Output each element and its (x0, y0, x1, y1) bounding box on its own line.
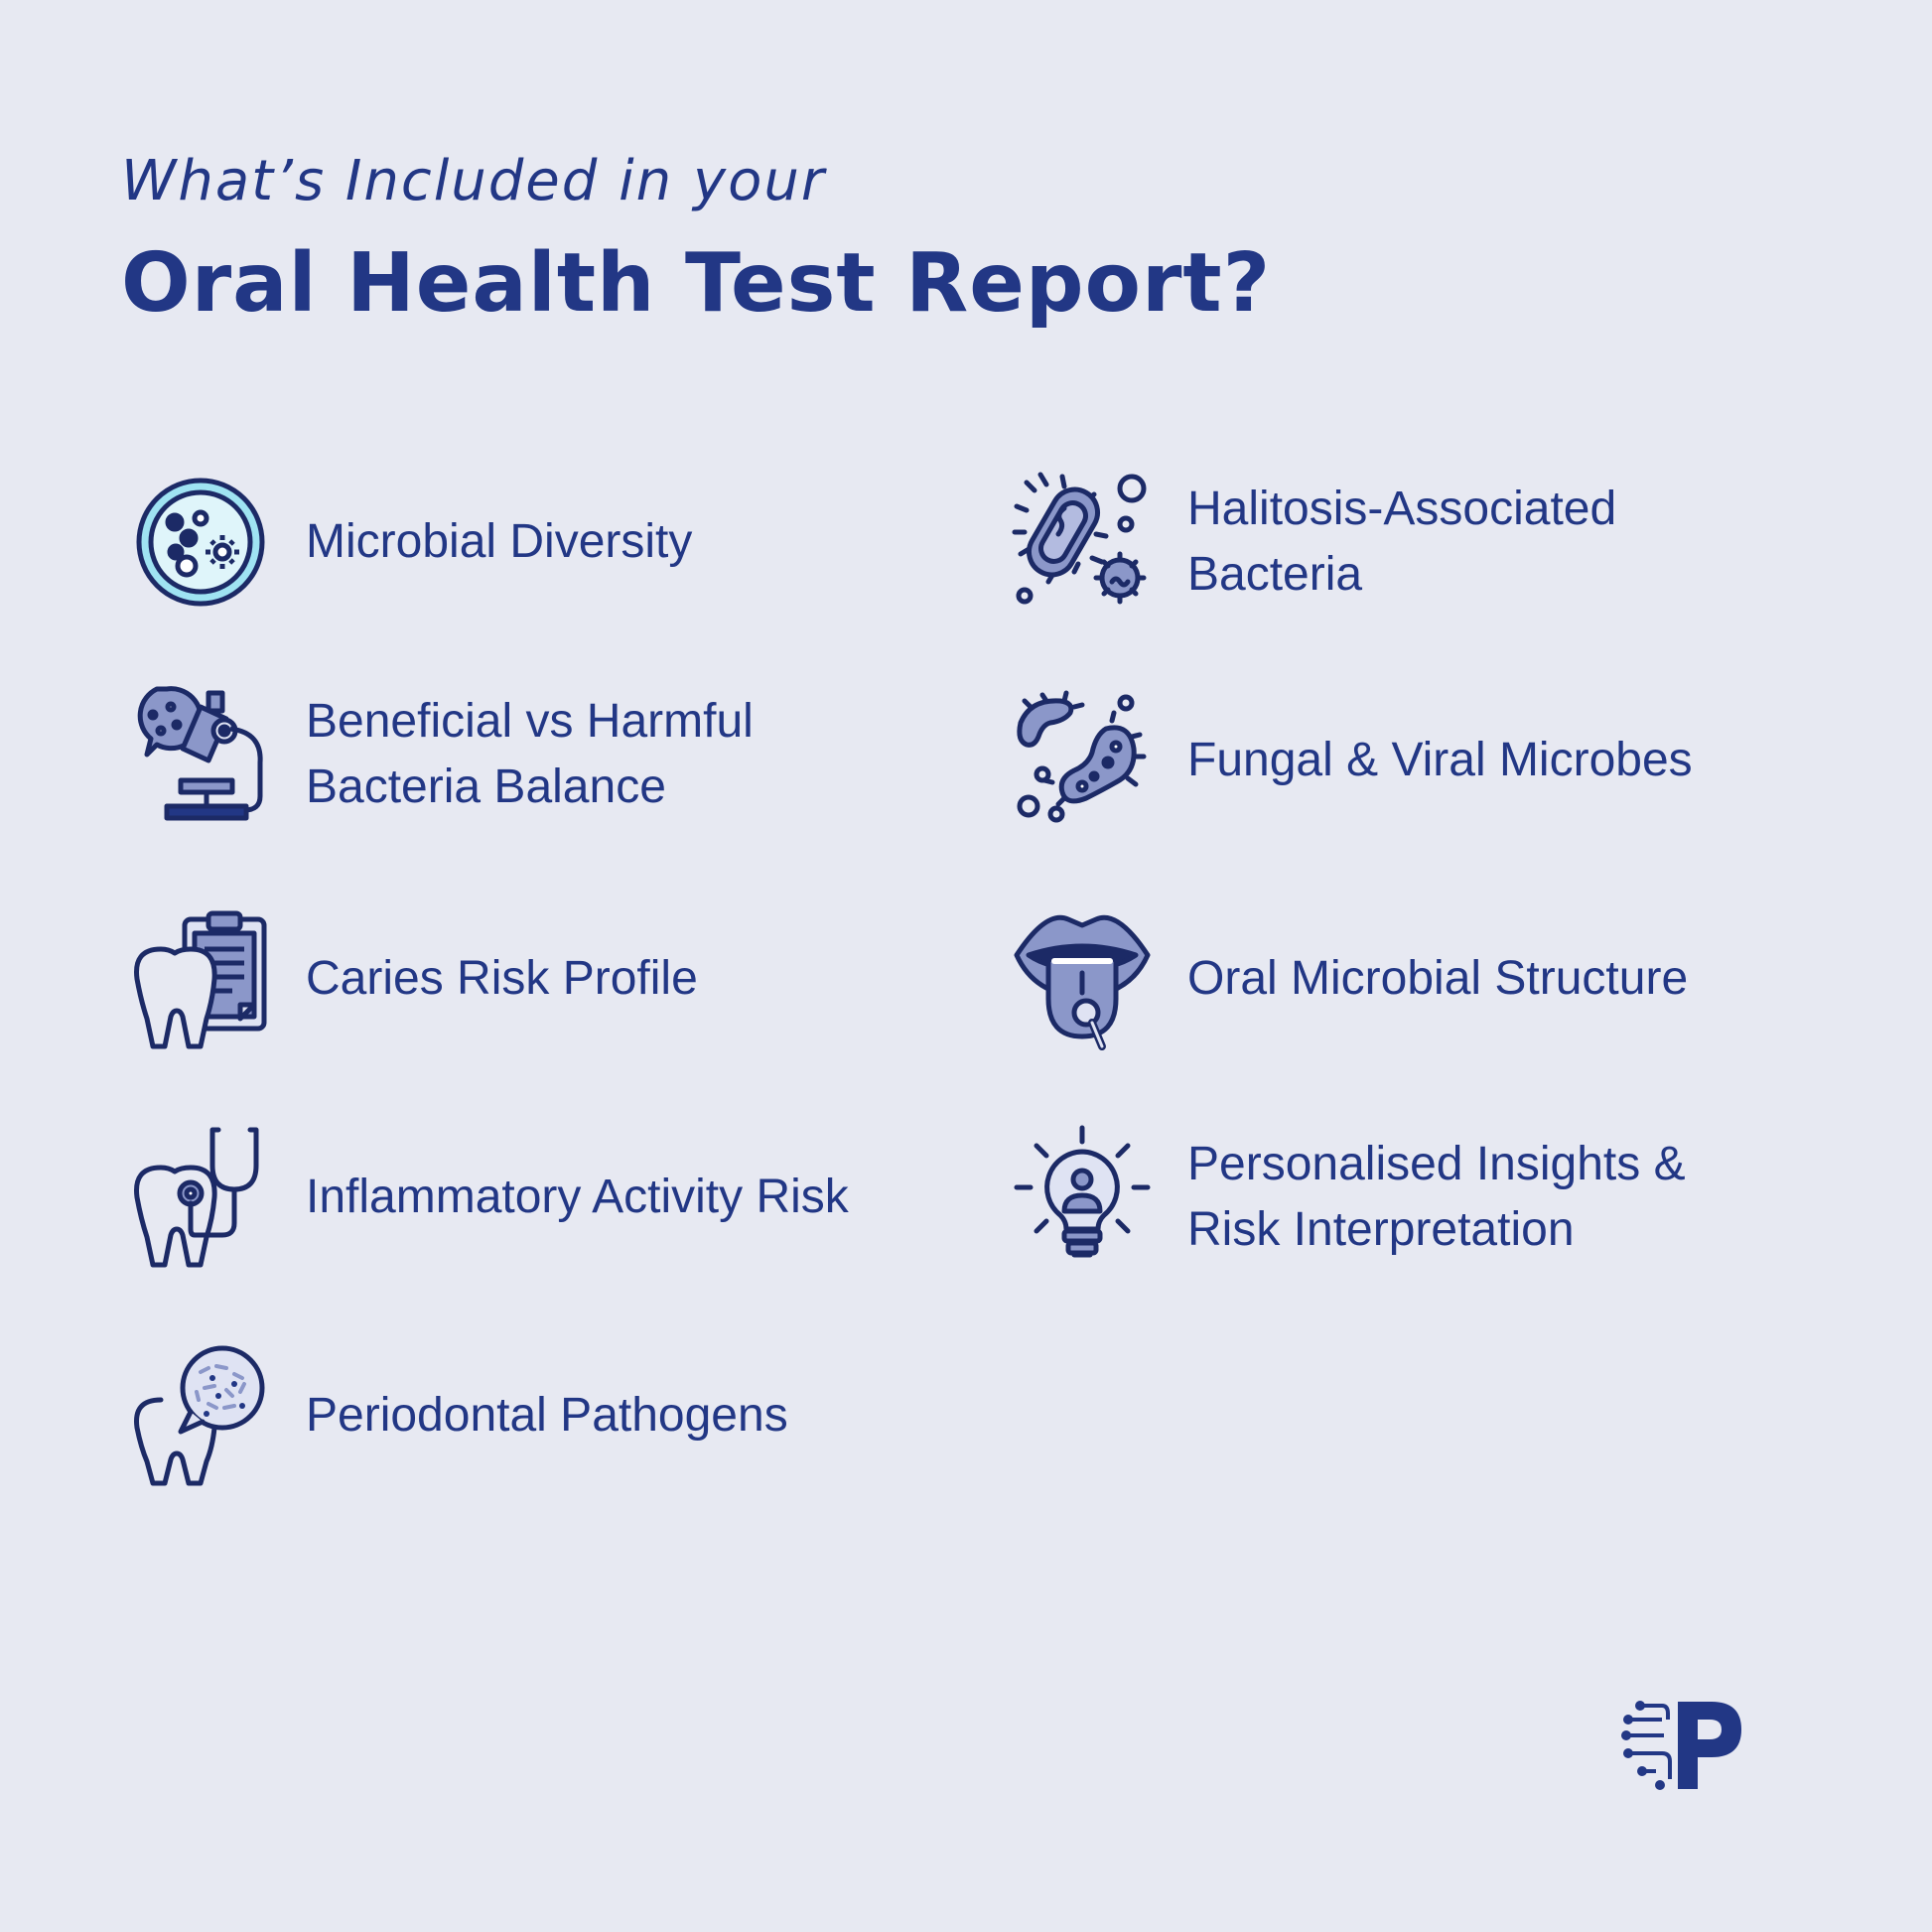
list-item-microbial-diversity (131, 473, 692, 612)
mouth-swab-icon (1013, 909, 1152, 1048)
item-label-line1: Halitosis-Associated (1187, 483, 1617, 535)
list-item-caries-risk (131, 909, 698, 1048)
bacteria-icon (1013, 473, 1152, 612)
tooth-clipboard-icon (131, 909, 270, 1048)
microscope-icon (131, 685, 270, 824)
list-item-bacteria-balance (131, 685, 754, 824)
item-label: Fungal & Viral Microbes (1187, 734, 1693, 786)
list-item-personalised-insights (1013, 1128, 1686, 1267)
item-label-line2: Bacteria (1187, 548, 1363, 601)
list-item-halitosis-bacteria (1013, 473, 1616, 612)
item-label-line2: Bacteria Balance (306, 760, 666, 813)
page-title: Oral Health Test Report? (121, 236, 1272, 331)
brand-logo (1620, 1696, 1759, 1795)
item-label-line1: Personalised Insights & (1187, 1138, 1686, 1190)
list-item-inflammatory-risk (131, 1128, 849, 1267)
tooth-stethoscope-icon (131, 1128, 270, 1267)
item-label: Oral Microbial Structure (1187, 952, 1689, 1005)
item-label: Microbial Diversity (306, 515, 693, 568)
brand-p-logo (1621, 1701, 1741, 1790)
item-label: Inflammatory Activity Risk (306, 1171, 849, 1223)
microbes-icon (1013, 691, 1152, 830)
lightbulb-person-icon (1013, 1128, 1152, 1267)
header-subtitle: What’s Included in your (121, 149, 826, 213)
item-label: Periodontal Pathogens (306, 1389, 788, 1442)
item-label: Caries Risk Profile (306, 952, 698, 1005)
list-item-oral-structure (1013, 909, 1688, 1048)
item-label-line2: Risk Interpretation (1187, 1203, 1575, 1256)
list-item-periodontal-pathogens (131, 1346, 788, 1485)
item-label-line1: Beneficial vs Harmful (306, 695, 754, 748)
list-item-fungal-viral (1013, 691, 1693, 830)
petri-dish-icon (131, 473, 270, 612)
tooth-magnifier-icon (131, 1346, 270, 1485)
